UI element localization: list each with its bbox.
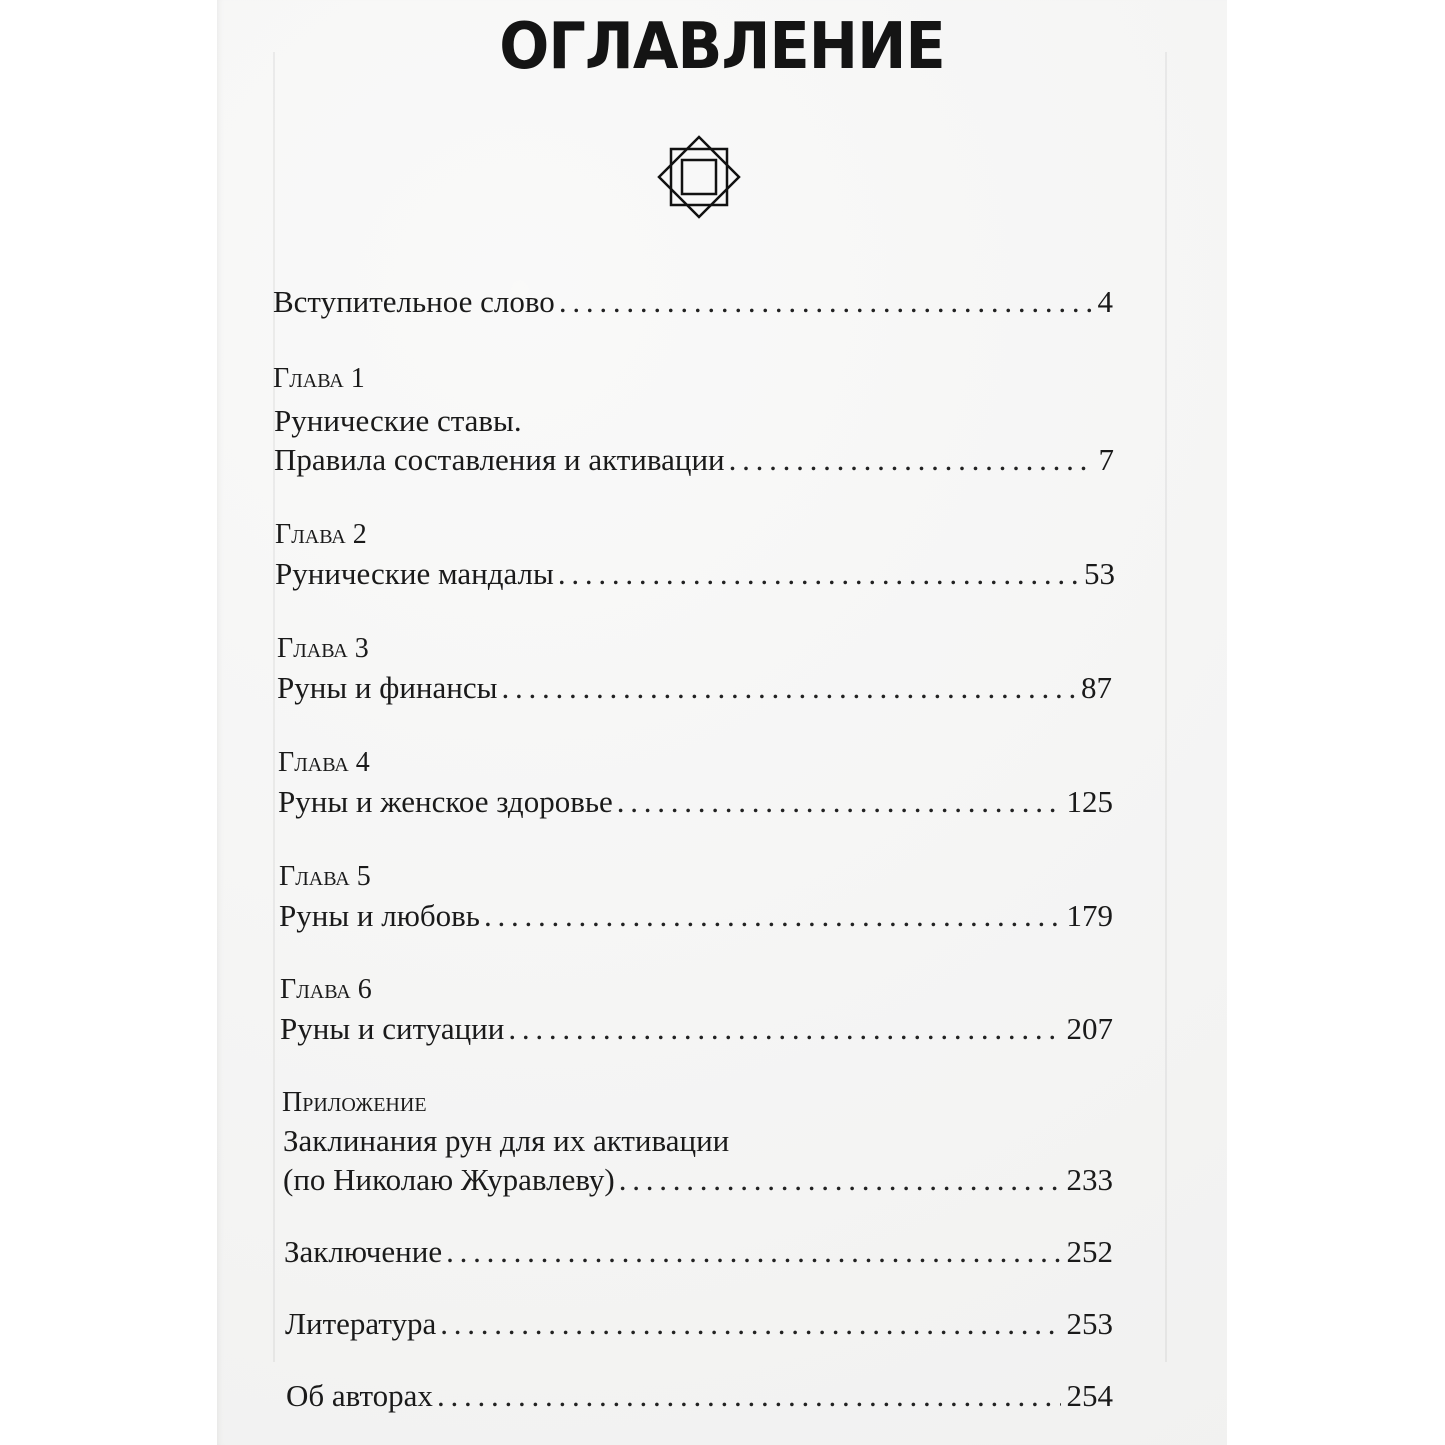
toc-page-number: 179 bbox=[1066, 898, 1113, 933]
toc-page-number: 233 bbox=[1066, 1162, 1113, 1197]
toc-page-number: 7 bbox=[1098, 442, 1114, 477]
toc-page-number: 254 bbox=[1066, 1378, 1113, 1413]
toc-entry-title: Руны и финансы bbox=[277, 670, 498, 705]
chapter-label: Глава 2 bbox=[275, 519, 367, 550]
toc-page-number: 125 bbox=[1066, 784, 1113, 819]
chapter-title-line: Рунические ставы. bbox=[274, 403, 522, 438]
toc-entry-title: Руны и женское здоровье bbox=[278, 784, 613, 819]
toc-entry-chapter-3[interactable] bbox=[277, 670, 1112, 706]
toc-entry-title: (по Николаю Журавлеву) bbox=[283, 1162, 615, 1197]
page-title: ОГЛАВЛЕНИЕ bbox=[499, 10, 945, 84]
dot-leader bbox=[437, 1378, 1061, 1414]
toc-entry-conclusion[interactable] bbox=[284, 1234, 1113, 1270]
toc-entry-title: Рунические мандалы bbox=[275, 556, 554, 591]
chapter-label: Глава 1 bbox=[273, 363, 365, 394]
toc-entry-title: Руны и любовь bbox=[279, 898, 480, 933]
dot-leader bbox=[484, 898, 1061, 934]
appendix-title-line: Заклинания рун для их активации bbox=[283, 1123, 730, 1158]
toc-entry-title: Заключение bbox=[284, 1234, 443, 1269]
table-of-contents bbox=[217, 0, 1227, 1445]
toc-entry-appendix[interactable] bbox=[283, 1162, 1113, 1198]
toc-entry-chapter-6[interactable] bbox=[280, 1011, 1113, 1047]
dot-leader bbox=[446, 1234, 1060, 1270]
toc-entry-literature[interactable] bbox=[285, 1306, 1113, 1342]
toc-page-number: 4 bbox=[1097, 284, 1113, 319]
toc-entry-chapter-1[interactable] bbox=[274, 442, 1114, 478]
chapter-label: Глава 6 bbox=[280, 974, 372, 1005]
toc-page-number: 253 bbox=[1066, 1306, 1113, 1341]
chapter-label: Глава 3 bbox=[277, 633, 369, 664]
book-page bbox=[217, 0, 1227, 1445]
appendix-label: Приложение bbox=[282, 1087, 427, 1118]
toc-entry-title: Руны и ситуации bbox=[280, 1011, 505, 1046]
toc-entry-chapter-5[interactable] bbox=[279, 898, 1113, 934]
dot-leader bbox=[559, 284, 1092, 320]
chapter-label: Глава 5 bbox=[279, 861, 371, 892]
dot-leader bbox=[729, 442, 1093, 478]
toc-entry-chapter-2[interactable] bbox=[275, 556, 1115, 592]
dot-leader bbox=[508, 1011, 1060, 1047]
toc-page-number: 207 bbox=[1066, 1011, 1113, 1046]
toc-entry-chapter-4[interactable] bbox=[278, 784, 1113, 820]
toc-entry-title: Вступительное слово bbox=[273, 284, 555, 319]
dot-leader bbox=[617, 784, 1061, 820]
dot-leader bbox=[501, 670, 1075, 706]
toc-page-number: 252 bbox=[1066, 1234, 1113, 1269]
toc-entry-title: Правила составления и активации bbox=[274, 442, 725, 477]
chapter-label: Глава 4 bbox=[278, 747, 370, 778]
dot-leader bbox=[440, 1306, 1060, 1342]
toc-entry-intro[interactable] bbox=[273, 284, 1113, 320]
toc-entry-authors[interactable] bbox=[286, 1378, 1113, 1414]
toc-entry-title: Литература bbox=[285, 1306, 437, 1341]
toc-page-number: 53 bbox=[1084, 556, 1115, 591]
dot-leader bbox=[558, 556, 1078, 592]
toc-page-number: 87 bbox=[1081, 670, 1112, 705]
dot-leader bbox=[619, 1162, 1061, 1198]
toc-entry-title: Об авторах bbox=[286, 1378, 433, 1413]
